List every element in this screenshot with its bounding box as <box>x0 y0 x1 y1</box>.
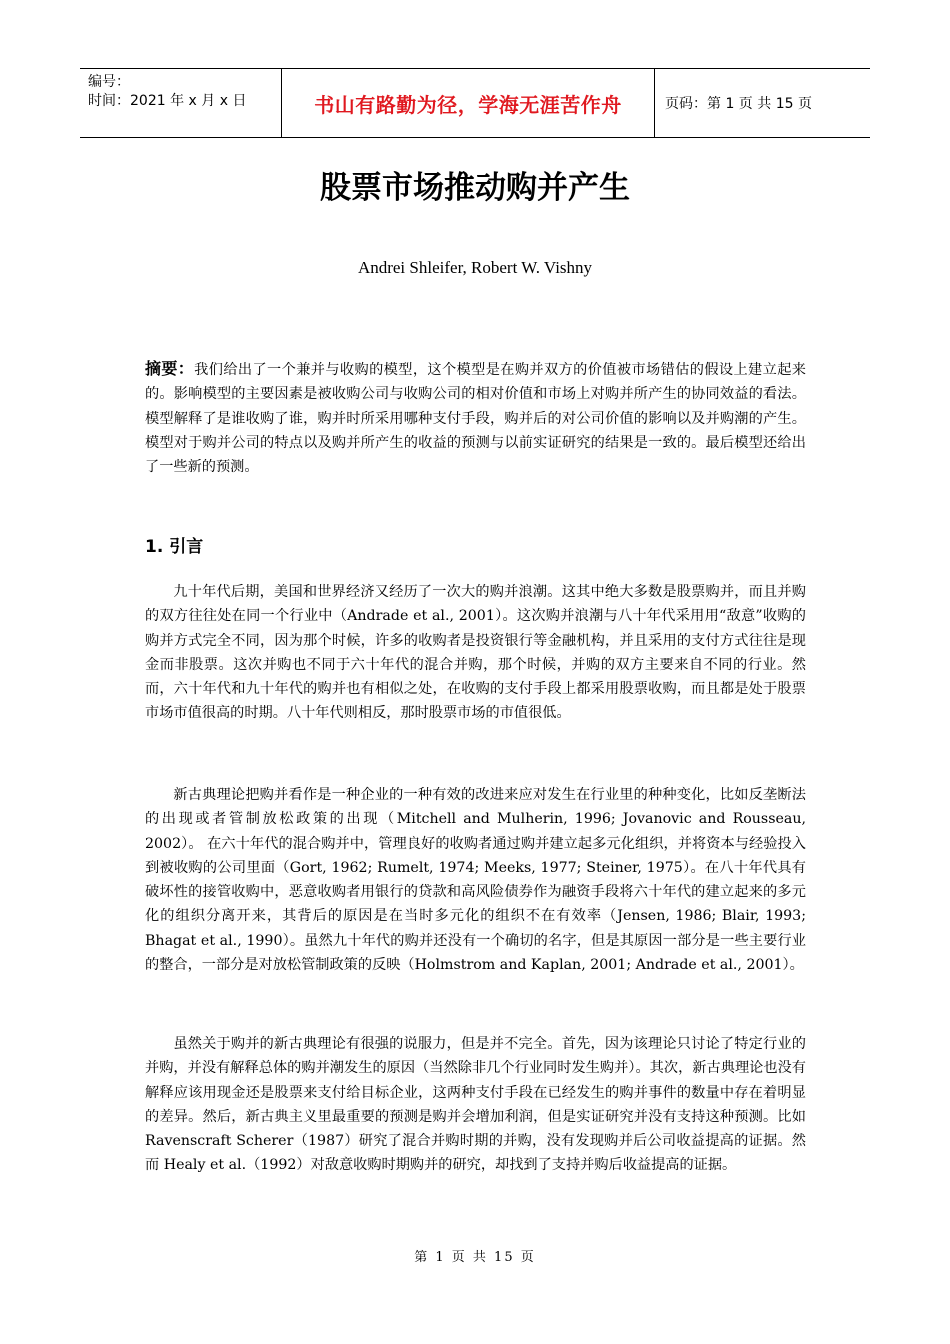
abstract <box>145 357 806 479</box>
paper-title: 股票市场推动购并产生 <box>320 170 630 206</box>
paragraph-1: 九十年代后期，美国和世界经济又经历了一次大的购并浪潮。这其中绝大多数是股票购并，而且并购的双方往往处在同一个行业中（Andrade et al., 2001）。这次购并浪潮与八十年代采用用“敌意”收购的购并方式完全不同，因为那个时候，许多的收购者是投资银行等金融机构，并且采用的支付方式往往是现金而非股票。这次并购也不同于六十年代的混合并购，那个时候，并购的双方主要来自不同的行业。然而，六十年代和九十年代的购并也有相似之处，在收购的支付手段上都采用股票收购，而且都是处于股票市场市值很高的时期。八十年代则相反，那时股票市场的市值很低。 <box>145 584 806 722</box>
abstract-label: 摘要： <box>145 359 195 378</box>
header-page-info: 页码：第 1 页 共 15 页 <box>665 96 812 112</box>
page-header <box>80 68 870 138</box>
paragraph-3: 虽然关于购并的新古典理论有很强的说服力，但是并不完全。首先，因为该理论只讨论了特定行业的并购，并没有解释总体的购并潮发生的原因（当然除非几个行业同时发生购并）。其次，新古典理论也没有解释应该用现金还是股票来支付给目标企业，这两种支付手段在已经发生的购并事件的数量中存在着明显的差异。然后，新古典主义里最重要的预测是购并会增加利润，但是实证研究并没有支持这种预测。比如 Ravenscraft Scherer（1987）研究了混合并购时期的并购，没有发现购并后公司收益提高的证据。然而 Healy et al.（1992）对敌意收购时期购并的研究，却找到了支持并购后收益提高的证据。 <box>145 1036 806 1174</box>
document-number-label: 编号： <box>88 74 130 90</box>
section-heading-introduction: 1. 引言 <box>145 537 204 557</box>
header-motto: 书山有路勤为径，学海无涯苦作舟 <box>314 92 622 117</box>
document-date: 时间：2021 年 x 月 x 日 <box>88 93 247 109</box>
page-footer: 第 1 页 共 15 页 <box>414 1250 536 1265</box>
header-page-info-cell <box>655 69 870 137</box>
abstract-text: 我们给出了一个兼并与收购的模型，这个模型是在购并双方的价值被市场错估的假设上建立起来的。影响模型的主要因素是被收购公司与收购公司的相对价值和市场上对购并所产生的协同效益的看法。模型解释了是谁收购了谁，购并时所采用哪种支付手段，购并后的对公司价值的影响以及并购潮的产生。模型对于购并公司的特点以及购并所产生的收益的预测与以前实证研究的结果是一致的。最后模型还给出了一些新的预测。 <box>145 362 806 476</box>
paragraph-2: 新古典理论把购并看作是一种企业的一种有效的改进来应对发生在行业里的种种变化，比如反垄断法的出现或者管制放松政策的出现（Mitchell and Mulherin, 1996; Jovanovic and Rousseau, 2002）。 在六十年代的混合购并中，管理良好的收购者通过购并建立起多元化组织，并将资本与经验投入到被收购的公司里面（Gort, 1962; Rumelt, 1974; Meeks, 1977; Steiner, 1975）。在八十年代具有破坏性的接管收购中，恶意收购者用银行的贷款和高风险债券作为融资手段将六十年代的建立起来的多元化的组织分离开来，其背后的原因是在当时多元化的组织不在有效率（Jensen, 1986; Blair, 1993; Bhagat et al., 1990）。虽然九十年代的购并还没有一个确切的名字，但是其原因一部分是一些主要行业的整合，一部分是对放松管制政策的反映（Holmstrom and Kaplan, 2001; Andrade et al., 2001）。 <box>145 787 806 974</box>
header-meta-cell <box>80 69 282 137</box>
paper-authors: Andrei Shleifer, Robert W. Vishny <box>357 258 593 277</box>
header-motto-cell <box>282 69 655 137</box>
